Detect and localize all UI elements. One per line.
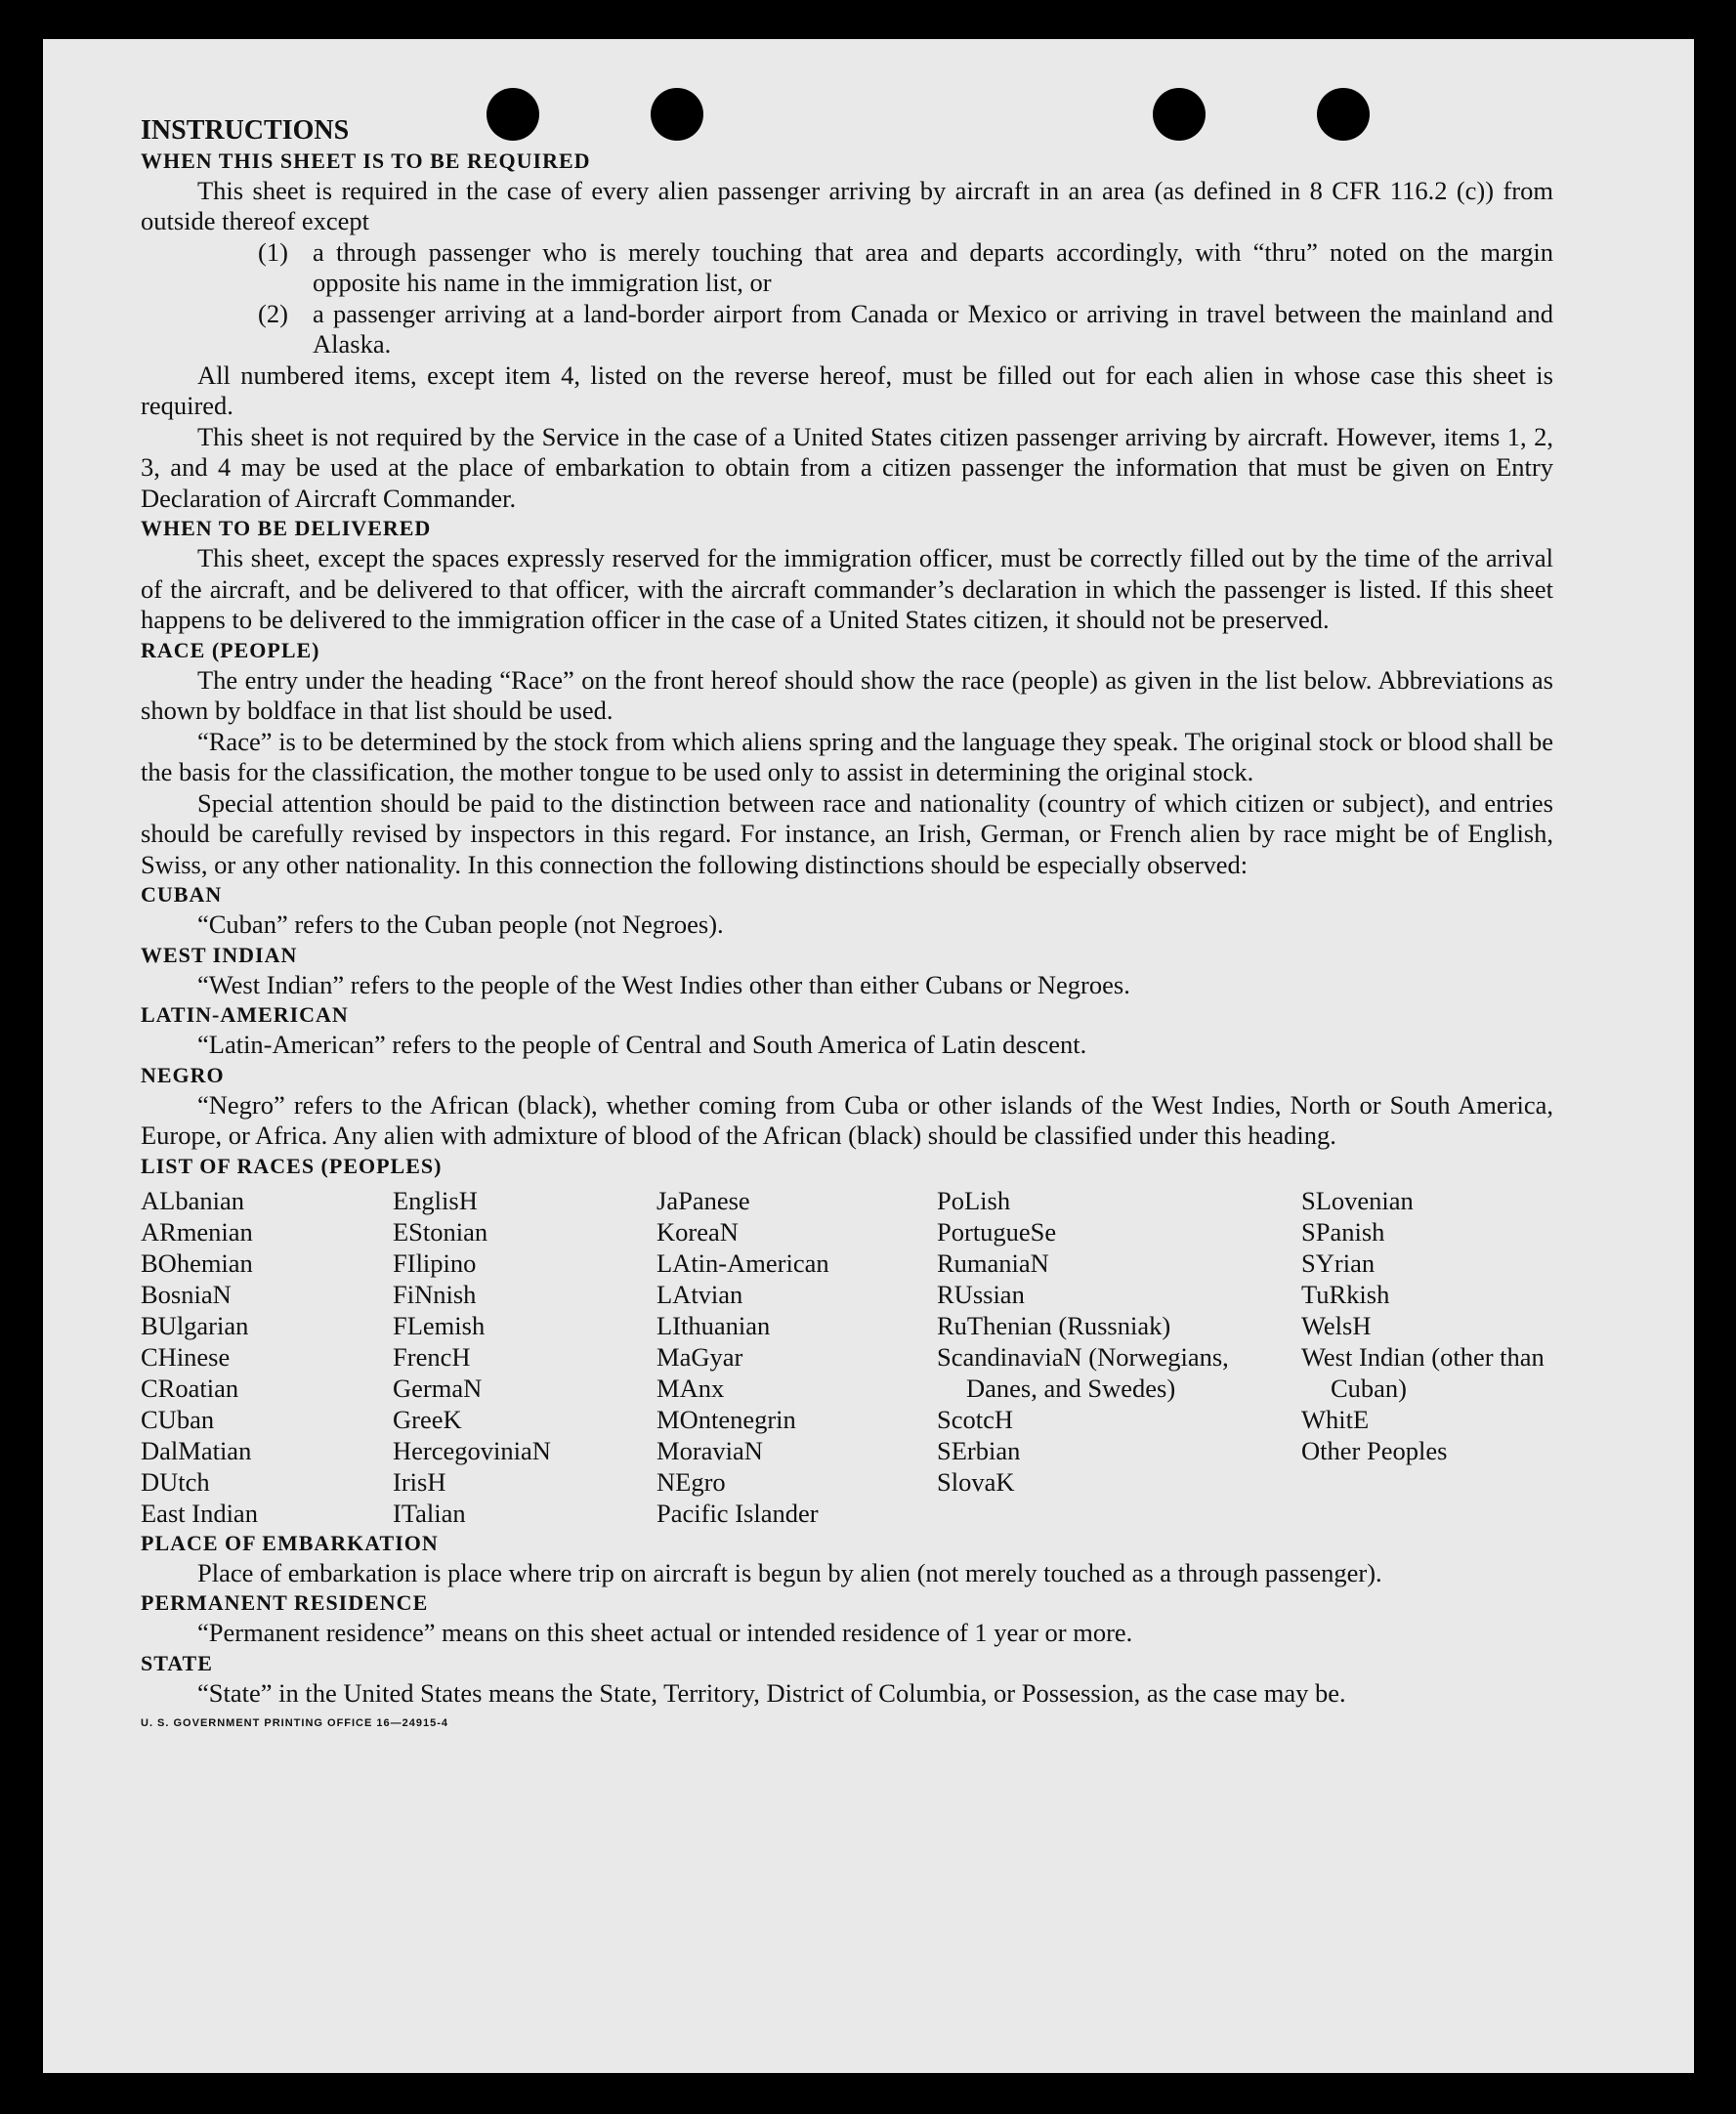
race-item: SErbian xyxy=(937,1435,1021,1465)
race-item: KoreaN xyxy=(656,1216,739,1247)
race-item: MaGyar xyxy=(656,1341,743,1372)
heading-when-delivered: WHEN TO BE DELIVERED xyxy=(141,516,432,540)
race-item: CRoatian xyxy=(141,1373,239,1403)
paragraph: “Negro” refers to the African (black), whether coming from Cuba or other islands of the West Indies, North or South America, Europe, or Africa. Any alien with admixture of blood of the African (black) should be classified under this heading. xyxy=(141,1089,1553,1150)
paragraph: This sheet, except the spaces expressly reserved for the immigration officer, must be correctly filled out by the time of the arrival of the aircraft, and be delivered to that officer, with the aircraft commander’s declaration in which the passenger is listed. If this sheet happens to be delivered to the immigration officer in the case of a United States citizen, it should not be preserved. xyxy=(141,543,1553,634)
paragraph: “Race” is to be determined by the stock from which aliens spring and the language they speak. The original stock or blood shall be the basis for the classification, the mother tongue to be used only to assist in determining the original stock. xyxy=(141,726,1553,786)
item-number: (1) xyxy=(258,236,288,267)
heading-state: STATE xyxy=(141,1650,213,1675)
heading-list-of-races: LIST OF RACES (PEOPLES) xyxy=(141,1153,443,1178)
race-item: TuRkish xyxy=(1301,1279,1390,1309)
paragraph: Special attention should be paid to the distinction between race and nationality (country of which citizen or subject), and entries should be carefully revised by inspectors in this regard. For instance, an Irish, German, or French alien by race might be of English, Swiss, or any other nationality. In this connection the following distinctions should be especially observed: xyxy=(141,787,1553,879)
race-item: FrencH xyxy=(393,1341,471,1372)
page-title: INSTRUCTIONS xyxy=(141,115,350,146)
race-item: Other Peoples xyxy=(1301,1435,1448,1465)
heading-when-required: WHEN THIS SHEET IS TO BE REQUIRED xyxy=(141,148,591,173)
list-item xyxy=(258,299,1553,360)
race-item: MAnx xyxy=(656,1373,725,1403)
item-number: (2) xyxy=(258,298,288,328)
race-item: WelsH xyxy=(1301,1310,1372,1340)
race-item: RUssian xyxy=(937,1279,1025,1309)
race-item: SLovenian xyxy=(1301,1185,1414,1215)
heading-permanent-residence: PERMANENT RESIDENCE xyxy=(141,1590,429,1615)
race-item: DUtch xyxy=(141,1466,210,1497)
heading-west-indian: WEST INDIAN xyxy=(141,942,298,967)
race-item: GermaN xyxy=(393,1373,483,1403)
list-item xyxy=(258,237,1553,299)
race-item: WhitE xyxy=(1301,1404,1370,1434)
paragraph: This sheet is required in the case of every alien passenger arriving by aircraft in an area (as defined in 8 CFR 116.2 (c)) from outside thereof except xyxy=(141,175,1553,235)
heading-negro: NEGRO xyxy=(141,1062,225,1087)
paragraph: All numbered items, except item 4, listed on the reverse hereof, must be filled out for each alien in whose case this sheet is required. xyxy=(141,359,1553,420)
race-column xyxy=(656,1185,937,1529)
heading-latin-american: LATIN-AMERICAN xyxy=(141,1002,349,1027)
item-text: a passenger arriving at a land-border airport from Canada or Mexico or arriving in travel between the mainland and Alaska. xyxy=(313,298,1553,359)
paragraph: “Cuban” refers to the Cuban people (not Negroes). xyxy=(197,909,724,939)
paragraph: The entry under the heading “Race” on the front hereof should show the race (people) as given in the list below. Abbreviations as shown by boldface in that list should be used. xyxy=(141,664,1553,725)
race-item: FiNnish xyxy=(393,1279,477,1309)
race-item: MoraviaN xyxy=(656,1435,763,1465)
race-item: BOhemian xyxy=(141,1247,253,1278)
race-item: ALbanian xyxy=(141,1185,244,1215)
form-sheet xyxy=(43,39,1694,2073)
race-item: PortugueSe xyxy=(937,1216,1057,1247)
printer-imprint: U. S. GOVERNMENT PRINTING OFFICE 16—24915-4 xyxy=(141,1717,449,1729)
race-item: EStonian xyxy=(393,1216,488,1247)
paragraph: “Latin-American” refers to the people of Central and South America of Latin descent. xyxy=(197,1030,1087,1059)
race-item: FIlipino xyxy=(393,1247,477,1278)
race-item: BUlgarian xyxy=(141,1310,249,1340)
race-item: PoLish xyxy=(937,1185,1011,1215)
heading-cuban: CUBAN xyxy=(141,882,223,907)
paragraph: “State” in the United States means the State, Territory, District of Columbia, or Possession, as the case may be. xyxy=(197,1677,1346,1708)
race-item: HercegoviniaN xyxy=(393,1435,551,1465)
race-item: West Indian (other than Cuban) xyxy=(1301,1341,1545,1403)
paragraph: “Permanent residence” means on this sheet actual or intended residence of 1 year or more. xyxy=(197,1618,1133,1647)
race-item: SlovaK xyxy=(937,1466,1015,1497)
race-item: FLemish xyxy=(393,1310,486,1340)
race-item: RuThenian (Russniak) xyxy=(937,1310,1171,1340)
race-item: NEgro xyxy=(656,1466,726,1497)
race-item: LIthuanian xyxy=(656,1310,771,1340)
race-item: ARmenian xyxy=(141,1216,253,1247)
paragraph: Place of embarkation is place where trip on aircraft is begun by alien (not merely touched as a through passenger). xyxy=(197,1557,1382,1587)
race-list xyxy=(141,1185,1553,1529)
race-column xyxy=(1301,1185,1553,1529)
race-item: IrisH xyxy=(393,1466,446,1497)
race-column xyxy=(393,1185,656,1529)
race-item: LAtin-American xyxy=(656,1247,829,1278)
race-column xyxy=(141,1185,393,1529)
paragraph: “West Indian” refers to the people of the West Indies other than either Cubans or Negroes. xyxy=(197,969,1130,999)
race-item: ScandinaviaN (Norwegians, Danes, and Swedes) xyxy=(937,1341,1229,1403)
race-item: MOntenegrin xyxy=(656,1404,796,1434)
race-item: CHinese xyxy=(141,1341,231,1372)
paragraph: This sheet is not required by the Service in the case of a United States citizen passenger arriving by aircraft. However, items 1, 2, 3, and 4 may be used at the place of embarkation to obtain from a citizen passenger the information that must be given on Entry Declaration of Aircraft Commander. xyxy=(141,421,1553,513)
race-item: EnglisH xyxy=(393,1185,478,1215)
race-item: GreeK xyxy=(393,1404,462,1434)
item-text: a through passenger who is merely touching that area and departs accordingly, with “thru” noted on the margin opposite his name in the immigration list, or xyxy=(313,236,1553,297)
heading-embarkation: PLACE OF EMBARKATION xyxy=(141,1530,439,1555)
race-item: DalMatian xyxy=(141,1435,252,1465)
instructions-content xyxy=(141,115,1553,1740)
heading-race: RACE (PEOPLE) xyxy=(141,637,320,662)
race-item: Pacific Islander xyxy=(656,1498,819,1528)
race-item: ScotcH xyxy=(937,1404,1014,1434)
race-item: BosniaN xyxy=(141,1279,232,1309)
race-item: JaPanese xyxy=(656,1185,750,1215)
race-item: SYrian xyxy=(1301,1247,1376,1278)
race-item: SPanish xyxy=(1301,1216,1385,1247)
race-item: ITalian xyxy=(393,1498,466,1528)
race-item: East Indian xyxy=(141,1498,258,1528)
race-item: RumaniaN xyxy=(937,1247,1049,1278)
race-item: LAtvian xyxy=(656,1279,743,1309)
race-item: CUban xyxy=(141,1404,215,1434)
race-column xyxy=(937,1185,1301,1529)
